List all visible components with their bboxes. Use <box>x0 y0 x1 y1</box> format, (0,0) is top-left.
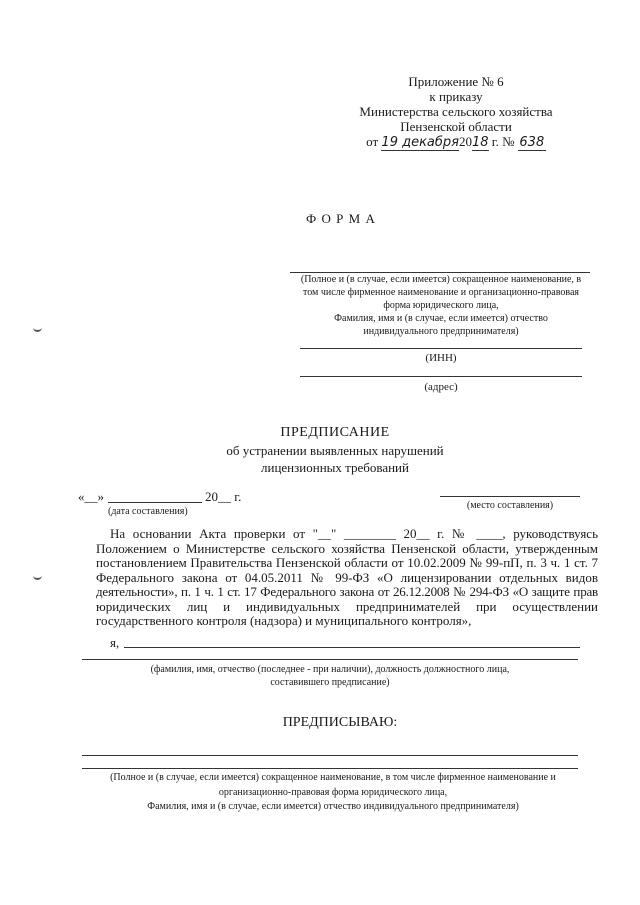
number-handwritten: 638 <box>519 135 545 150</box>
document-title: ПРЕДПИСАНИЕ <box>280 425 390 440</box>
official-caption-1: (фамилия, имя, отчество (последнее - при наличии), должность должностного лица, <box>150 664 510 675</box>
body-line-7: государственного контроля (надзора) и муниципального контроля», <box>96 613 472 628</box>
recipient-caption <box>282 273 600 338</box>
caption-line: том числе фирменное наименование и организационно-правовая <box>302 287 580 298</box>
official-caption-2: составившего предписание) <box>270 677 390 688</box>
date-day-quote: «__» <box>78 489 104 504</box>
header-line: Приложение № 6 <box>408 74 504 89</box>
number-prefix: г. № <box>491 134 515 149</box>
form-title: Ф О Р М А <box>306 211 376 226</box>
basis-paragraph <box>96 527 598 629</box>
punch-mark-top <box>33 325 42 332</box>
order-caption-1: (Полное и (в случае, если имеется) сокращенное наименование, в том числе фирменное наименование и <box>110 772 556 783</box>
date-month-line <box>108 502 202 503</box>
order-line-1 <box>82 755 578 756</box>
caption-line: индивидуального предпринимателя) <box>363 326 519 337</box>
date-prefix: от <box>366 134 379 149</box>
body-line-6: юридических лиц и индивидуальных предпринимателей при осуществлении <box>96 598 598 614</box>
official-line-1 <box>124 647 580 648</box>
inn-caption: (ИНН) <box>425 352 457 364</box>
order-caption-2: организационно-правовая форма юридического лица, <box>218 787 448 798</box>
place-line <box>440 496 580 497</box>
punch-mark-bottom <box>33 573 42 580</box>
year-prefix: 20 <box>459 134 472 149</box>
address-line <box>300 376 582 377</box>
body-line-2: Положением о Министерстве сельского хозяйства Пензенской области, утвержденным <box>96 540 598 556</box>
place-caption: (место составления) <box>466 500 554 511</box>
caption-line: Фамилия, имя и (в случае, если имеется) отчество <box>334 313 548 324</box>
order-caption-3: Фамилия, имя и (в случае, если имеется) отчество индивидуального предпринимателя) <box>147 801 519 812</box>
header-line: Пензенской области <box>400 119 512 134</box>
document-subtitle-2: лицензионных требований <box>261 460 409 475</box>
address-caption: (адрес) <box>424 381 458 393</box>
order-date-line <box>340 134 572 150</box>
body-line-3: постановлением Правительства Пензенской области от 10.02.2009 № 99-пП, п. 3 ч. 1 ст. 7 <box>96 555 598 570</box>
header-line: к приказу <box>429 89 483 104</box>
body-line-1: На основании Акта проверки от "__" ________ 20__ г. № ____, руководствуясь <box>110 526 598 541</box>
header-line: Министерства сельского хозяйства <box>359 104 553 119</box>
date-handwritten: 19 декабря <box>381 135 459 150</box>
attachment-header <box>340 74 572 150</box>
body-line-5: деятельности», п. 1 ч. 1 ст. 17 Федерального закона от 26.12.2008 № 294-ФЗ «О защите прав <box>96 584 598 599</box>
caption-line: форма юридического лица, <box>383 300 499 311</box>
body-line-4: Федерального закона от 04.05.2011 № 99-ФЗ «О лицензировании отдельных видов <box>96 569 598 585</box>
order-title: ПРЕДПИСЫВАЮ: <box>282 715 398 730</box>
date-caption: (дата составления) <box>108 506 188 517</box>
order-line-2 <box>82 768 578 769</box>
document-subtitle-1: об устранении выявленных нарушений <box>226 443 444 458</box>
inn-line <box>300 348 582 349</box>
official-pronoun: я, <box>110 635 120 650</box>
caption-line: (Полное и (в случае, если имеется) сокращенное наименование, в <box>300 274 582 285</box>
year-handwritten: 18 <box>472 135 489 150</box>
date-year: 20__ г. <box>205 489 242 504</box>
official-line-2 <box>82 659 578 660</box>
